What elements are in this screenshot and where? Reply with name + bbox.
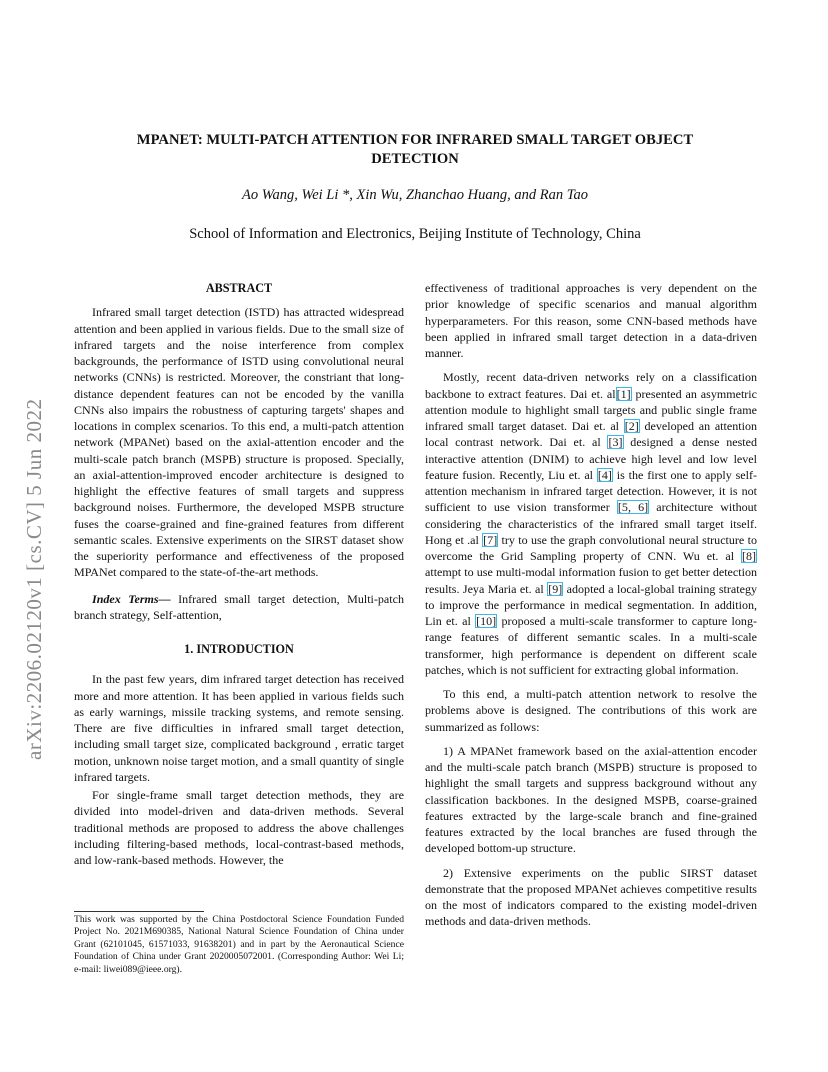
right-column [425,280,757,930]
text-run: architecture without considering the characteristics of the infrared small target itself. Hong et .al [425,500,758,547]
footnote-rule [74,911,204,912]
citation-link-3[interactable]: [3] [608,435,623,450]
right-paragraph-1: effectiveness of traditional approaches is very dependent on the prior knowledge of specific scenarios and manual algorithm hyperparameters. For this reason, some CNN-based methods have been applied in infrared small target detection in a data-driven manner. [425,281,757,360]
text-run: proposed a multi-scale transformer to capture long-range features of different semantic scales. In a multi-scale transformer, high performance is dependent on different scale patches, which is not sufficient for extracting global information. [425,614,757,677]
intro-paragraph-1: In the past few years, dim infrared target detection has received more and more attention. It has been applied in various fields such as early warnings, missile tracking systems, and remote sensing. There are five difficulties in infrared small target detection, including small target size, complicated background , erratic target motion, unknown noise target motion, and a small quantity of single infrared targets. [74,672,404,784]
citation-link-9[interactable]: [9] [548,581,563,596]
text-run: try to use the graph convolutional neural structure to overcome the Grid Sampling property of CNN. Wu et. al [425,532,757,563]
index-terms-label: Index Terms— [92,591,171,606]
text-run: attempt to use multi-modal information fusion to get better detection results. Jeya Maria et. al [425,565,757,596]
text-run: developed an attention local contrast network. Dai et. al [425,419,757,450]
index-terms-text: Infrared small target detection, Multi-patch branch strategy, Self-attention, [74,591,404,622]
index-terms [74,591,404,624]
affiliation: School of Information and Electronics, Beijing Institute of Technology, China [189,226,641,242]
text-run: presented an asymmetric attention module to highlight small targets and public single frame infrared small target dataset. Dai et. al [425,386,757,433]
abstract-text: Infrared small target detection (ISTD) has attracted widespread attention and been applied in various fields. Due to the small size of infrared targets and the noise interference from complex backgrounds, the performance of ISTD using convolutional neural networks (CNNs) is restricted. Moreover, the constriant that long-distance dependent features can not be encoded by the vanilla CNNs also impairs the robustness of capturing targets' shapes and locations in complex scenarios. To this end, a multi-patch attention network (MPANet) based on the axial-attention encoder and the multi-scale patch branch (MSPB) structure is proposed. Specially, an axial-attention-improved encoder architecture is designed to highlight the effective features of small targets and suppress background noises. Furthermore, the developed MSPB structure fuses the coarse-grained and fine-grained features from different semantic scales. Extensive experiments on the SIRST dataset show the superiority performance and effectiveness of the proposed MPANet compared to the state-of-the-art methods. [74,305,404,580]
paper-title: MPANET: MULTI-PATCH ATTENTION FOR INFRARED SMALL TARGET OBJECT DETECTION [136,132,694,167]
arxiv-identifier: arXiv:2206.02120v1 [cs.CV] 5 Jun 2022 [22,398,46,760]
left-column [74,280,404,868]
contribution-1: 1) A MPANet framework based on the axial-attention encoder and the multi-scale patch branch (MSPB) structure is proposed to highlight the small targets and suppress background without any classification backbones. In the designed MSPB, coarse-grained features extracted by the large-scale branch and fine-grained features extracted by the local branches are fused through the developed bottom-up structure. [425,743,757,856]
contributions-intro: To this end, a multi-patch attention network to resolve the problems above is designed. The contributions of this work are summarized as follows: [425,687,757,734]
intro-paragraph-2: For single-frame small target detection methods, they are divided into model-driven and data-driven methods. Several traditional methods are proposed to address the above challenges including filtering-based methods, local-contrast-based methods, and low-rank-based methods. However, the [74,788,404,867]
citation-link-5-6[interactable]: [5, 6] [617,500,649,515]
citation-link-8[interactable]: [8] [741,549,756,563]
citation-link-4[interactable]: [4] [597,467,612,482]
contribution-2: 2) Extensive experiments on the public SIRST dataset demonstrate that the proposed MPANet achieves competitive results on the most of indicators compared to the existing model-driven methods and data-driven methods. [425,865,757,929]
text-run: designed a dense nested interactive attention (DNIM) to achieve high level and low level feature fusion. Recently, Liu et. al [425,435,758,482]
citation-link-7[interactable]: [7] [483,532,498,547]
abstract-heading: ABSTRACT [205,281,273,295]
text-run: Mostly, recent data-driven networks rely on a classification backbone to extract features. Dai et. al [425,370,757,401]
funding-footnote: This work was supported by the China Postdoctoral Science Foundation Funded Project No. 2021M690385, National Natural Science Foundation of China under Grant (62101045, 61571033, 91638201) and in part by the Aeronautical Science Foundation of China under Grant 2020005072001. (Corresponding Author: Wei Li; e-mail: liwei089@ieee.org). [74,914,404,975]
author-list: Ao Wang, Wei Li *, Xin Wu, Zhanchao Huang, and Ran Tao [241,187,588,203]
text-run: is the first one to apply self- attention mechanism in infrared target detection. However, it is not sufficient to use vision transformer [425,467,757,515]
citation-link-1[interactable]: [1] [616,386,631,401]
text-run: adopted a local-global training strategy to improve the performance in medical segmentation. In addition, Lin et. al [425,581,757,628]
citation-link-2[interactable]: [2] [624,419,639,433]
introduction-heading: 1. INTRODUCTION [184,642,294,656]
citation-link-10[interactable]: [10] [476,614,497,628]
related-work-paragraph [425,369,757,678]
